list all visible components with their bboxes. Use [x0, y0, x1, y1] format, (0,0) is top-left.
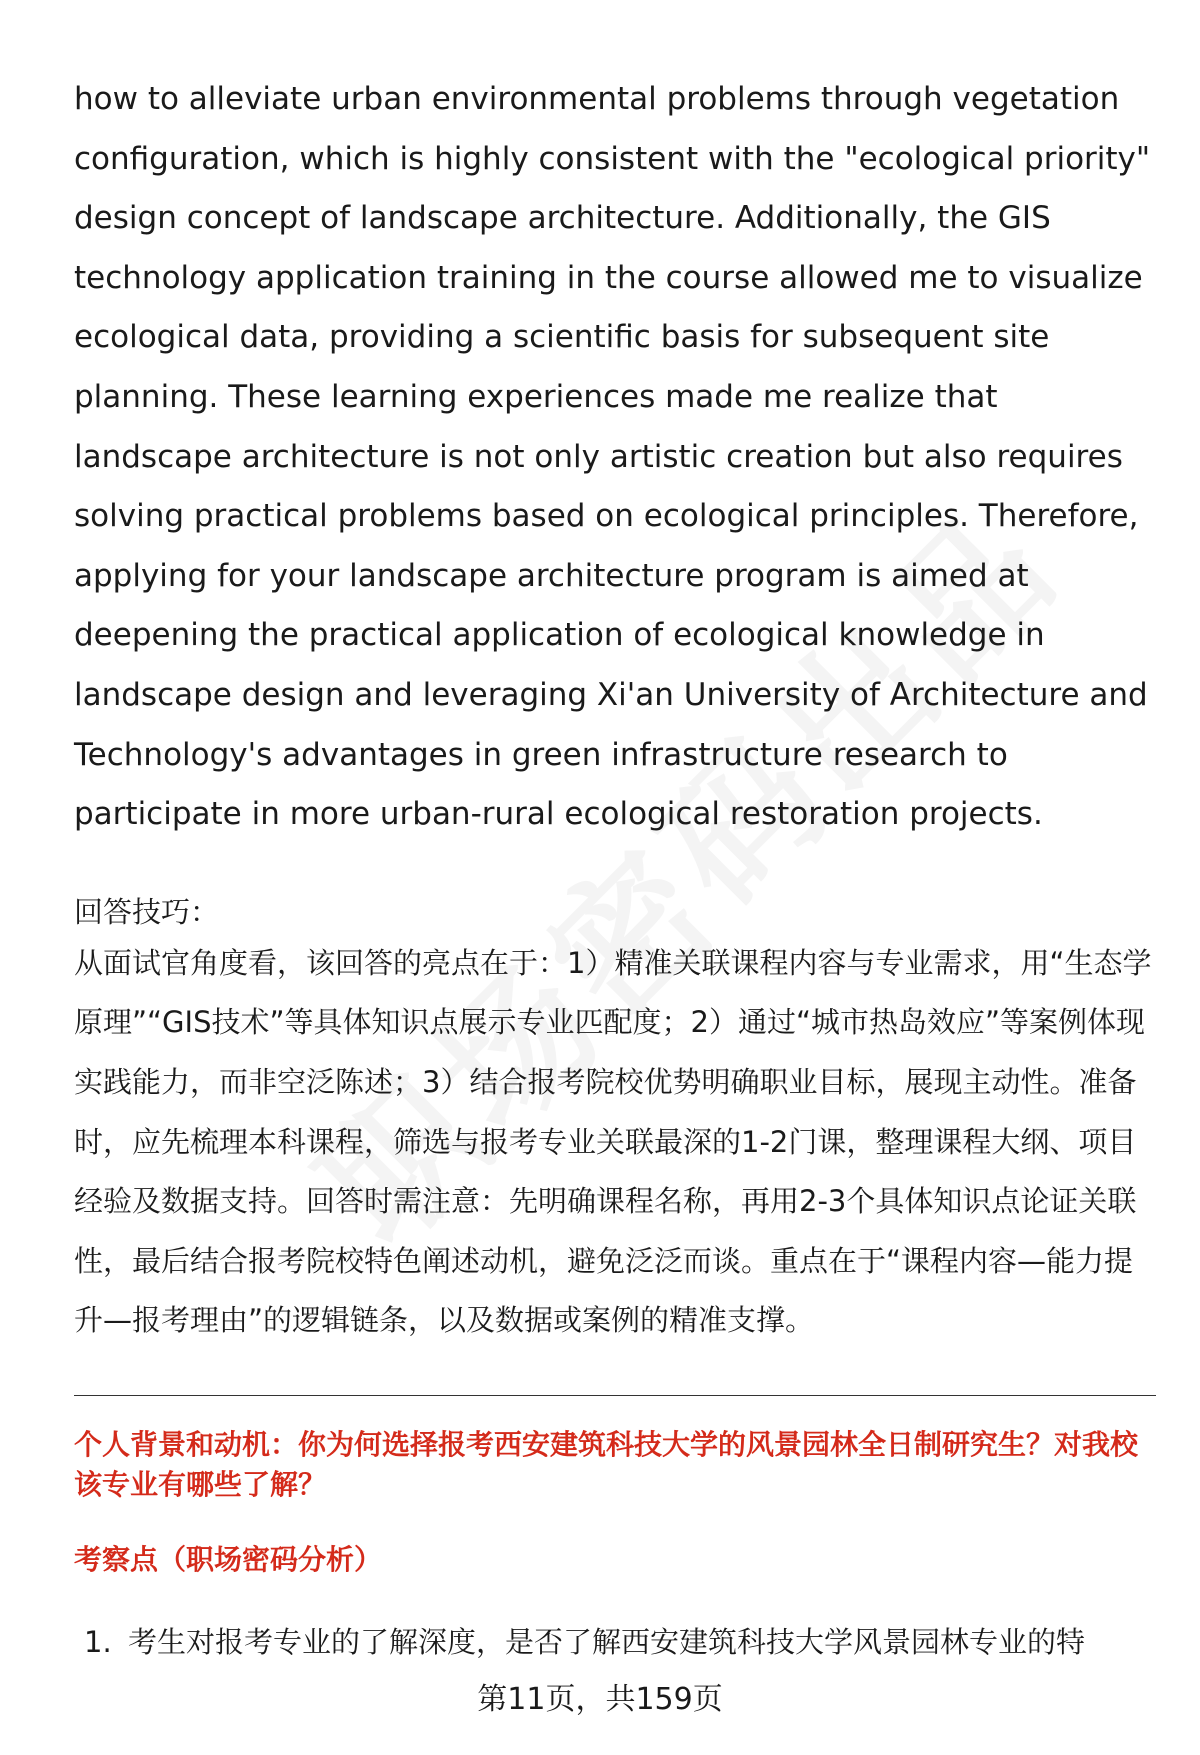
answer-paragraph-en: how to alleviate urban environmental problems through vegetation configuration, which is highly consistent with the "ecological priority" design concept of landscape architecture. Additionally, the GIS technology application training in the course allowed me to visualize ecological data, providing a scientific basis for subsequent site planning. These learning experiences made me realize that landscape architecture is not only artistic creation but also requires solving practical problems based on ecological principles. Therefore, applying for your landscape architecture program is aimed at deepening the practical application of ecological knowledge in landscape design and leveraging Xi'an University of Architecture and Technology's advantages in green infrastructure research to participate in more urban-rural ecological restoration projects. [74, 81, 1151, 833]
list-item [84, 1622, 1154, 1662]
page-footer: 第11页，共159页 [477, 1682, 723, 1717]
question-heading: 个人背景和动机：你为何选择报考西安建筑科技大学的风景园林全日制研究生？对我校该专业有哪些了解？ [74, 1428, 1139, 1501]
list-item-number: 1. [84, 1625, 112, 1659]
list-item-text: 考生对报考专业的了解深度，是否了解西安建筑科技大学风景园林专业的特 [128, 1625, 1086, 1659]
tips-body: 从面试官角度看，该回答的亮点在于：1）精准关联课程内容与专业需求，用“生态学原理”“GIS技术”等具体知识点展示专业匹配度；2）通过“城市热岛效应”等案例体现实践能力，而非空泛陈述；3）结合报考院校优势明确职业目标，展现主动性。准备时，应先梳理本科课程，筛选与报考专业关联最深的1-2门课，整理课程大纲、项目经验及数据支持。回答时需注意：先明确课程名称，再用2-3个具体知识点论证关联性，最后结合报考院校特色阐述动机，避免泛泛而谈。重点在于“课程内容—能力提升—报考理由”的逻辑链条，以及数据或案例的精准支撑。 [74, 945, 1152, 1338]
tips-title: 回答技巧： [74, 894, 220, 929]
assessment-point-heading: 考察点（职场密码分析） [74, 1543, 383, 1576]
page-content [74, 70, 1154, 1351]
section-divider [74, 1395, 1156, 1396]
